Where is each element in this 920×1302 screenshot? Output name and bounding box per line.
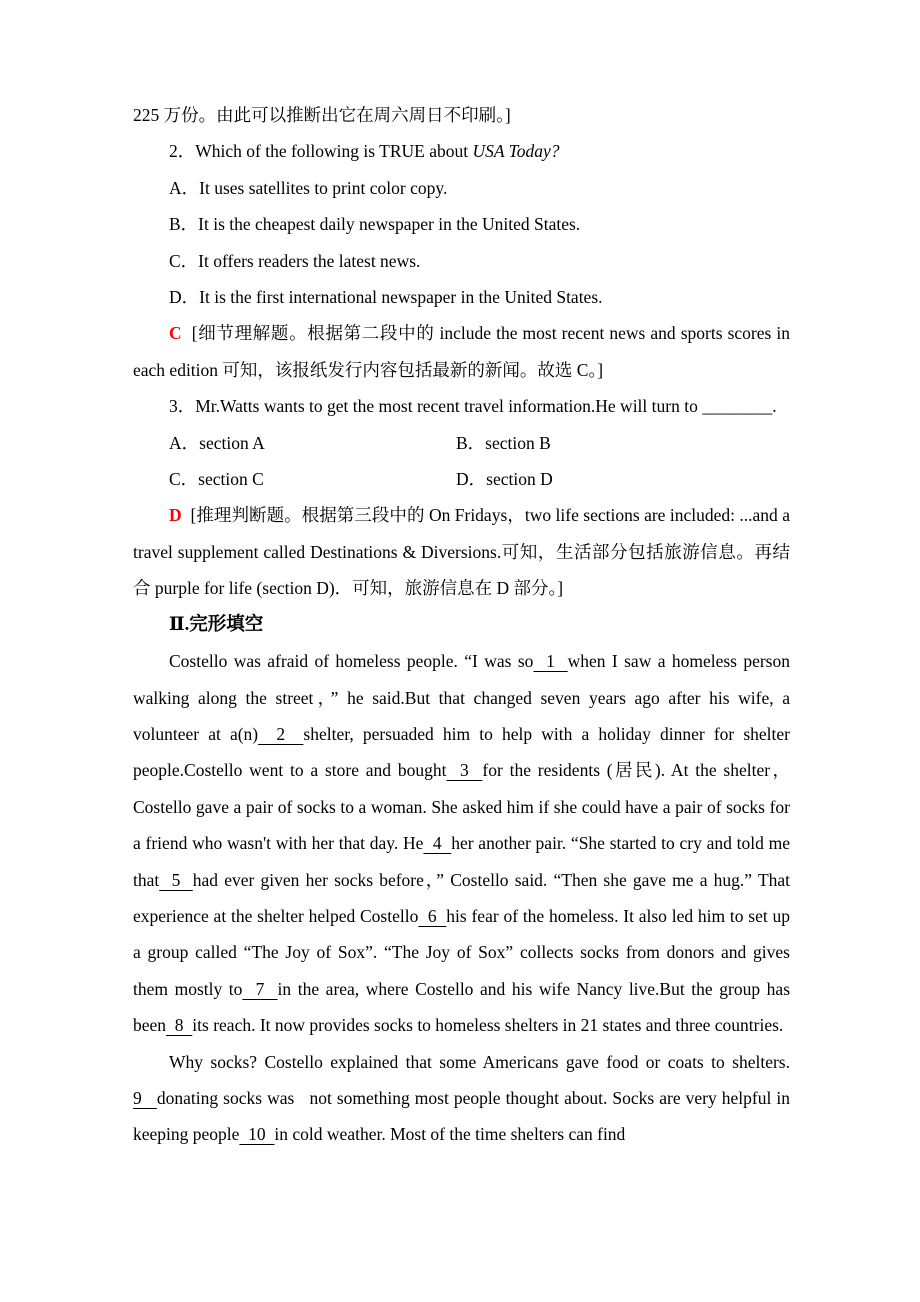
option-item: B．section B [456,432,551,453]
text-run: C．It offers readers the latest news. [169,250,421,271]
blank-run: 1 [533,651,568,672]
question-2-option-a [133,170,790,206]
text-run: A．It uses satellites to print color copy. [169,177,448,198]
blank-run: 8 [166,1015,193,1036]
text-run: D．It is the first international newspaper in the United States. [169,287,603,308]
cloze-paragraph-1 [133,643,790,1043]
text-run: when I saw a homeless person walking along the street，” he said.But that changed seven years ago after his wife, a volunteer at a(n) [133,651,790,744]
continuation-paragraph [133,97,790,133]
blank-run: 9 [133,1087,157,1108]
option-item: A．section A [169,432,265,453]
question-2-option-d [133,279,790,315]
question-2-option-b [133,206,790,242]
question-2 [133,133,790,169]
text-run: shelter, persuaded him to help with a holiday dinner for shelter people.Costello went to a store and bought [133,723,790,781]
text-run: Why socks? Costello explained that some Americans gave food or coats to shelters. [169,1051,790,1072]
text-run: donating socks was not something most people thought about. Socks are very helpful in keeping people [133,1087,791,1145]
text-run: for the residents (居民). At the shelter，Costello gave a pair of socks to a woman. She asked him if she could have a pair of socks for a friend who wasn't with her that day. He [133,760,790,854]
text-run: in cold weather. Most of the time shelters can find [274,1124,626,1145]
text-run: 225 万份。由此可以推断出它在周六周日不印刷。] [133,105,511,125]
text-run: in the area, where Costello and his wife Nancy live.But the group has been [133,978,791,1036]
answer-2 [133,315,790,388]
text-run: 2．Which of the following is TRUE about [169,141,473,162]
blank-run: 6 [418,905,447,926]
text-run: [推理判断题。根据第三段中的 On Fridays，two life sections are included: ...and a travel supplement called Destinations & Diversions.可知，生活部分包括旅游信息。再结合 purple for life (section D)．可知，旅游信息在 D 部分。] [133,505,790,599]
text-run: his fear of the homeless. It also led him to set up a group called “The Joy of Sox”. “The Joy of Sox” collects socks from donors and gives them mostly to [133,905,791,999]
section-heading [133,607,790,643]
answer-3 [133,497,790,606]
question-2-option-c [133,243,790,279]
red-run: C [169,323,182,344]
text-run: her another pair. “She started to cry and told me that [133,833,791,890]
text-run: B．It is the cheapest daily newspaper in the United States. [169,214,581,235]
blank-run: 5 [159,869,193,890]
question-3-options-row-2 [133,461,790,497]
text-run: 3．Mr.Watts wants to get the most recent travel information.He will turn to ________. [169,396,777,417]
question-3 [133,388,790,424]
bold-run: Ⅱ.完形填空 [169,614,264,635]
cloze-paragraph-2 [133,1044,790,1153]
option-item: D．section D [456,469,553,490]
document-body [133,97,790,1153]
text-run: [细节理解题。根据第二段中的 include the most recent news and sports scores in each edition 可知，该报纸发行内容包括最新的新闻。故选 C。] [133,323,790,380]
blank-run: 2 [258,723,304,744]
red-run: D [169,505,182,526]
blank-run: 3 [446,760,483,781]
text-run: its reach. It now provides socks to homeless shelters in 21 states and three countries. [192,1015,784,1036]
blank-run: 4 [423,833,452,854]
blank-run: 7 [242,978,278,999]
option-item: C．section C [169,469,264,490]
blank-run: 10 [239,1124,275,1145]
question-3-options-row-1 [133,425,790,461]
text-run: Costello was afraid of homeless people. “I was so [169,651,534,672]
text-run: had ever given her socks before，” Costello said. “Then she gave me a hug.” That experience at the shelter helped Costello [133,869,791,926]
italic-run: USA Today? [472,141,560,162]
